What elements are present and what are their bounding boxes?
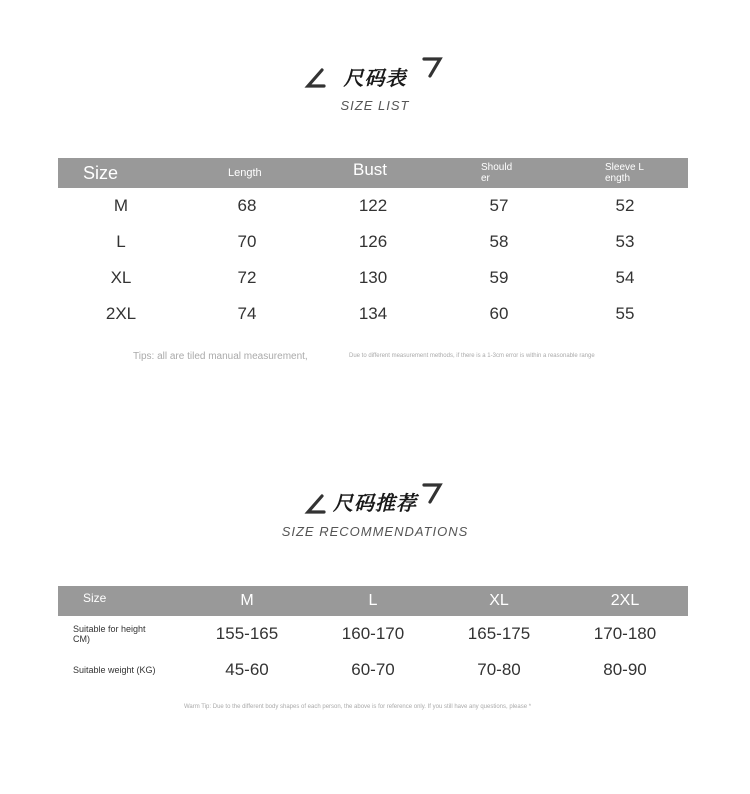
table-cell: 57: [489, 196, 509, 215]
header-l: L: [368, 592, 378, 609]
row-label-line: Suitable weight (KG): [73, 665, 156, 675]
table-cell: 59: [489, 268, 509, 287]
size-list-title-cn: 尺码表: [343, 66, 407, 90]
table-row: [58, 616, 688, 652]
table-row: [58, 652, 688, 688]
table-cell: 54: [615, 268, 635, 287]
header-sleeve-line1: Sleeve L: [605, 162, 644, 173]
right-bracket-icon: [420, 54, 450, 82]
header-shoulder: [481, 158, 512, 188]
table-cell: 2XL: [105, 304, 137, 323]
header-size: Size: [83, 591, 107, 605]
table-cell: 52: [615, 196, 635, 215]
header-shoulder-line1: Should: [481, 162, 513, 173]
table-cell: 165-175: [467, 624, 531, 643]
table-cell: 55: [615, 304, 635, 323]
size-recommend-table: [58, 586, 688, 688]
table-cell: 53: [615, 232, 635, 251]
row-label-weight: [73, 652, 173, 688]
table-cell: 80-90: [603, 660, 647, 679]
row-label-height: [73, 616, 173, 652]
size-list-table: [58, 158, 688, 338]
table-row: [58, 260, 688, 296]
table-cell: 155-165: [215, 624, 279, 643]
table-cell: 134: [358, 304, 388, 323]
size-recommend-title-en: SIZE RECOMMENDATIONS: [281, 524, 469, 539]
header-shoulder-line2: er: [481, 173, 490, 184]
header-bust: Bust: [353, 160, 388, 179]
table-cell: XL: [110, 268, 132, 287]
header-length: Length: [228, 167, 262, 179]
size-recommend-tip: Warm Tip: Due to the different body shapes of each person, the above is for reference only. If you still have any questions, please *: [183, 704, 532, 710]
header-m: M: [240, 592, 254, 609]
table-cell: 68: [237, 196, 257, 215]
table-cell: 45-60: [225, 660, 269, 679]
table-cell: 58: [489, 232, 509, 251]
header-size: Size: [83, 162, 119, 183]
table-cell: 74: [237, 304, 257, 323]
table-cell: 72: [237, 268, 257, 287]
header-sleeve-length: [605, 158, 644, 188]
right-bracket-icon: [420, 480, 450, 508]
table-cell: 126: [358, 232, 388, 251]
table-row: [58, 296, 688, 332]
table-row: [58, 224, 688, 260]
table-cell: 122: [358, 196, 388, 215]
table-cell: 170-180: [593, 624, 657, 643]
table-cell: 70: [237, 232, 257, 251]
size-recommend-title-cn: 尺码推荐: [333, 491, 417, 515]
table-cell: M: [113, 196, 129, 215]
table-row: [58, 188, 688, 224]
row-label-line: CM): [73, 634, 90, 644]
table-cell: 60-70: [351, 660, 395, 679]
table-cell: 130: [358, 268, 388, 287]
size-list-title-en: SIZE LIST: [340, 98, 410, 113]
table-cell: 70-80: [477, 660, 521, 679]
size-list-tip-right: Due to different measurement methods, if there is a 1-3cm error is within a reasonable range: [349, 353, 595, 359]
size-list-tip-left: Tips: all are tiled manual measurement,: [133, 351, 308, 362]
header-xl: XL: [489, 592, 509, 609]
row-label-line: Suitable for height: [73, 624, 146, 634]
header-2xl: 2XL: [610, 592, 640, 609]
header-sleeve-line2: ength: [605, 173, 631, 184]
table-cell: 60: [489, 304, 509, 323]
size-recommend-header: [58, 586, 688, 616]
table-cell: L: [116, 232, 126, 251]
size-list-header: [58, 158, 688, 188]
table-cell: 160-170: [341, 624, 405, 643]
